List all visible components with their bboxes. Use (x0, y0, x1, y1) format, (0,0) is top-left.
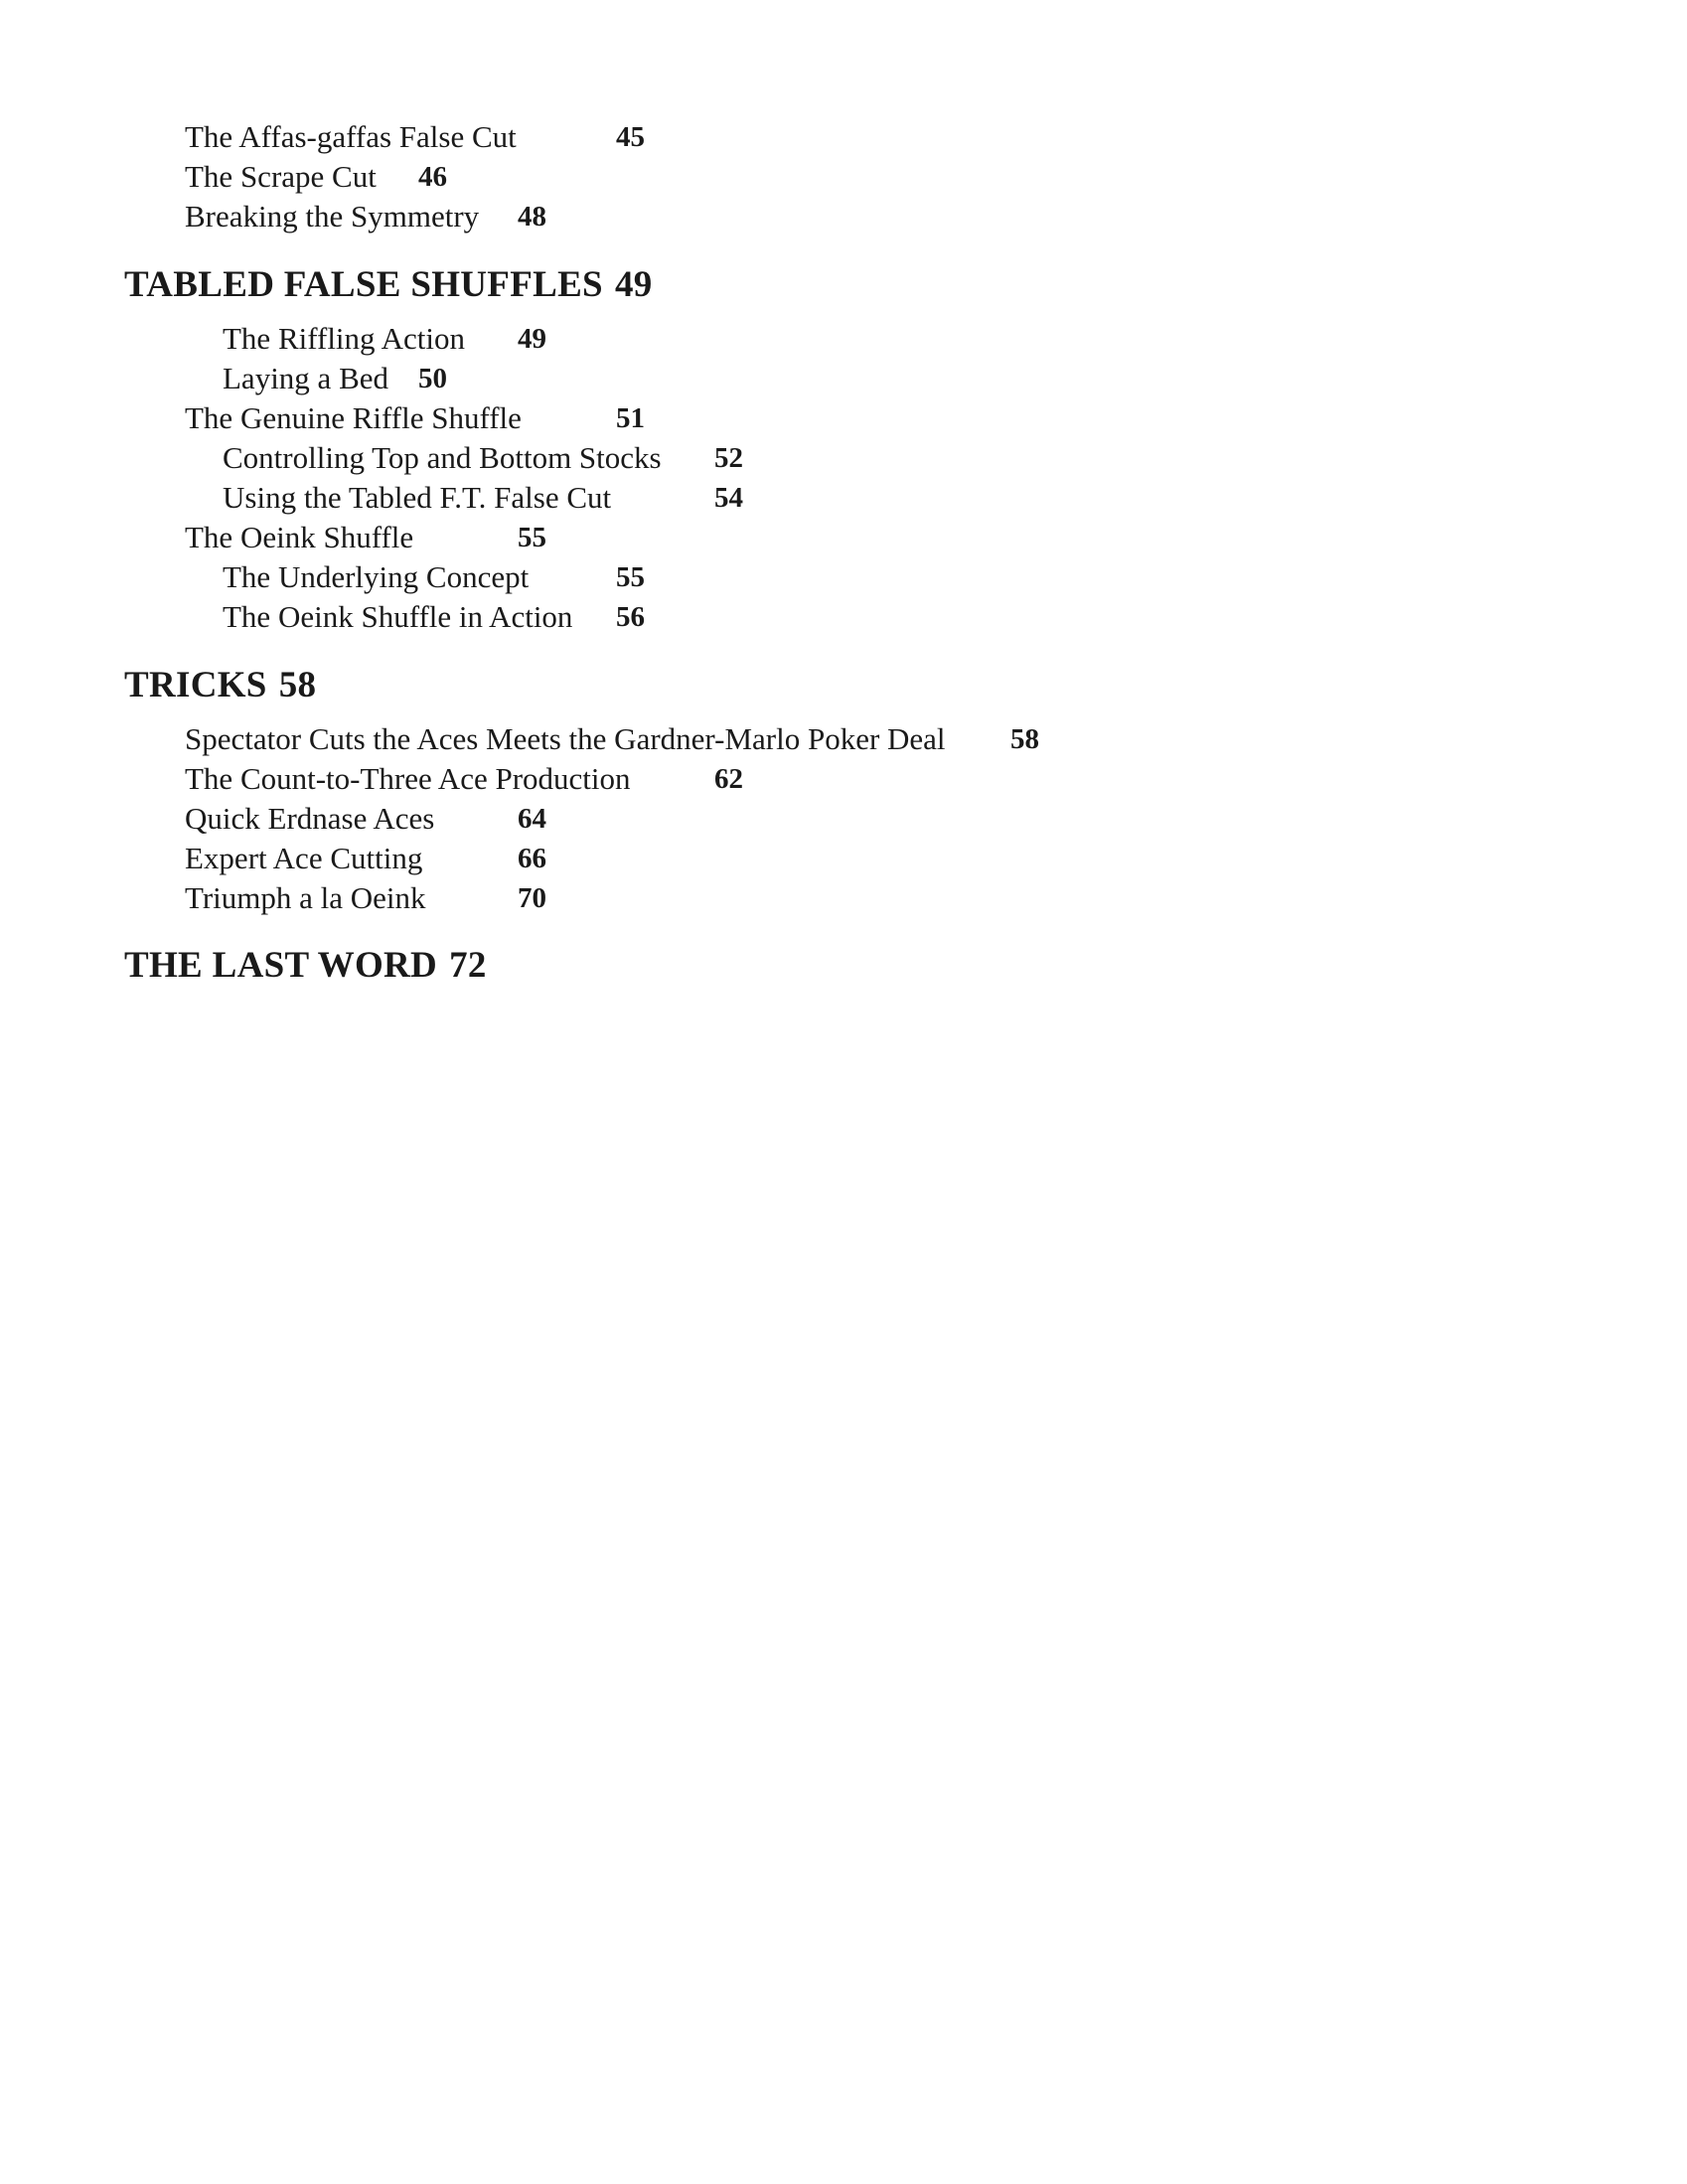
toc-entry-title: Laying a Bed (223, 361, 389, 395)
toc-entry-page: 64 (518, 803, 546, 835)
toc-entry-title: Breaking the Symmetry (185, 199, 480, 234)
toc-entry (0, 398, 1192, 438)
toc-section-heading (124, 263, 653, 307)
toc-entry (0, 359, 1192, 398)
toc-entry-title: The Underlying Concept (223, 559, 530, 594)
toc-entry-page: 56 (616, 601, 645, 633)
toc-entry-page: 49 (518, 323, 546, 355)
toc-entry-title: Spectator Cuts the Aces Meets the Gardner-Marlo Poker Deal (185, 721, 946, 756)
toc-entry (0, 518, 1192, 557)
toc-entry (0, 839, 1192, 878)
toc-section-title: TABLED FALSE SHUFFLES (124, 264, 603, 305)
toc-entry-page: 58 (1010, 723, 1039, 755)
toc-entry (0, 478, 1192, 518)
toc-entry-title: Triumph a la Oeink (185, 880, 426, 915)
toc-entry-page: 54 (714, 482, 743, 514)
toc-entry (0, 878, 1192, 918)
toc-entry-page: 51 (616, 402, 645, 434)
toc-entry-title: The Oeink Shuffle (185, 520, 414, 554)
toc-entry-title: The Genuine Riffle Shuffle (185, 400, 522, 435)
toc-section-title: TRICKS (124, 665, 267, 705)
toc-entry-page: 66 (518, 843, 546, 874)
toc-entry-page: 48 (518, 201, 546, 233)
toc-entry (0, 438, 1192, 478)
toc-entry-title: The Count-to-Three Ace Production (185, 761, 631, 796)
toc-entry-title: Quick Erdnase Aces (185, 801, 435, 836)
toc-section-page: 58 (278, 665, 317, 705)
toc-entry (0, 557, 1192, 597)
toc-entry-page: 70 (518, 882, 546, 914)
toc-entry-title: The Riffling Action (223, 321, 465, 356)
toc-section-title: THE LAST WORD (124, 945, 438, 986)
toc-entry-title: The Scrape Cut (185, 159, 377, 194)
toc-entry-title: Using the Tabled F.T. False Cut (223, 480, 612, 515)
toc-entry-page: 45 (616, 121, 645, 153)
toc-entry-page: 52 (714, 442, 743, 474)
toc-entry-title: Expert Ace Cutting (185, 841, 423, 875)
toc-section-heading (124, 664, 316, 707)
toc-entry (0, 319, 1192, 359)
toc-entry-page: 55 (616, 561, 645, 593)
toc-entry-title: The Oeink Shuffle in Action (223, 599, 573, 634)
toc-entry (0, 759, 1192, 799)
toc-entry (0, 597, 1192, 637)
toc-entry (0, 719, 1192, 759)
toc-section-heading (124, 944, 487, 988)
toc-entry (0, 157, 1192, 197)
toc-section-page: 49 (614, 264, 653, 305)
toc-entry-title: The Affas-gaffas False Cut (185, 119, 517, 154)
toc-entry-page: 62 (714, 763, 743, 795)
toc-entry-page: 46 (418, 161, 447, 193)
toc-entry (0, 197, 1192, 236)
toc-section-page: 72 (449, 945, 487, 986)
toc-entry-page: 55 (518, 522, 546, 553)
toc-entry (0, 117, 1192, 157)
toc-entry-title: Controlling Top and Bottom Stocks (223, 440, 662, 475)
toc-entry-page: 50 (418, 363, 447, 394)
toc-entry (0, 799, 1192, 839)
